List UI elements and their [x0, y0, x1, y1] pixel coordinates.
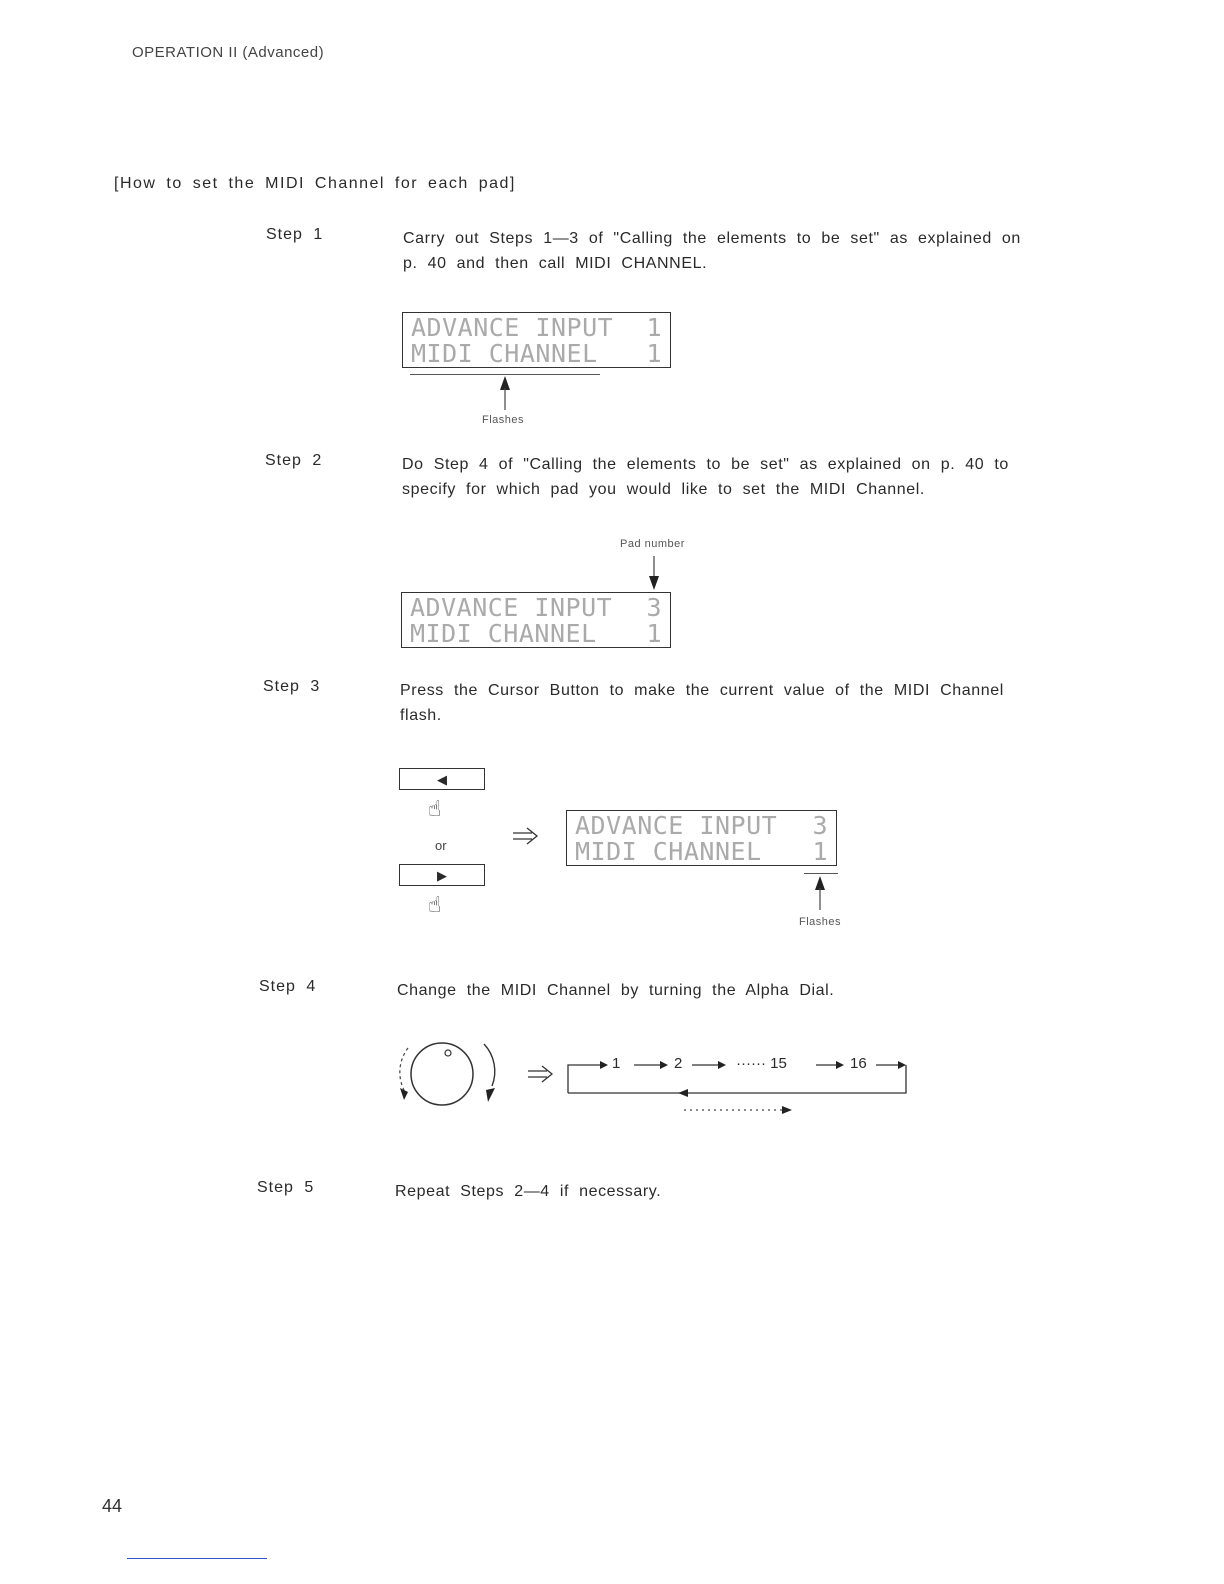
lcd-display-step-3: [566, 810, 837, 866]
section-title: [How to set the MIDI Channel for each pad]: [114, 175, 516, 192]
up-arrow-icon: [497, 376, 513, 412]
running-header: OPERATION II (Advanced): [132, 44, 325, 61]
step-3-text: Press the Cursor Button to make the current value of the MIDI Channel flash.: [400, 682, 1004, 724]
step-5-label: Step 5: [257, 1179, 315, 1196]
step-2-label: Step 2: [265, 452, 323, 469]
right-triangle-icon: ▶: [437, 867, 447, 883]
lcd-line1-value: 1: [646, 313, 662, 342]
up-arrow-icon: [812, 876, 828, 912]
channel-value: ······ 15: [736, 1055, 787, 1072]
left-triangle-icon: ◀: [437, 771, 447, 787]
pointing-hand-icon: ☝: [428, 892, 442, 917]
cursor-right-button[interactable]: [399, 864, 485, 886]
lcd-display-step-1: [402, 312, 671, 368]
flashes-caption: Flashes: [799, 916, 842, 928]
step-4-text: Change the MIDI Channel by turning the Alpha Dial.: [397, 982, 835, 999]
pad-number-caption: Pad number: [620, 538, 685, 550]
step-1-text: Carry out Steps 1—3 of "Calling the elements to be set" as explained on p. 40 and then call MIDI CHANNEL.: [403, 230, 1021, 272]
implies-arrow-icon: [527, 1064, 555, 1084]
lcd-line1-value: 3: [812, 811, 828, 840]
cursor-left-button[interactable]: [399, 768, 485, 790]
lcd-line2-value: 1: [646, 619, 662, 648]
lcd-line2-value: 1: [646, 339, 662, 368]
footer-rule: [127, 1558, 267, 1559]
underline-rule: [410, 374, 600, 375]
step-1-label: Step 1: [266, 226, 324, 243]
step-2-text: Do Step 4 of "Calling the elements to be set" as explained on p. 40 to specify for which pad you would like to set the MIDI Channel.: [402, 456, 1009, 498]
channel-value: 2: [674, 1055, 683, 1072]
implies-arrow-icon: [512, 826, 540, 846]
lcd-line2-text: MIDI CHANNEL: [410, 619, 597, 648]
page-number: 44: [102, 1496, 123, 1516]
step-5-text: Repeat Steps 2—4 if necessary.: [395, 1183, 662, 1200]
lcd-line1-text: ADVANCE INPUT: [575, 811, 778, 840]
step-3-label: Step 3: [263, 678, 321, 695]
lcd-line2-text: MIDI CHANNEL: [575, 837, 762, 866]
channel-value: 16: [850, 1055, 867, 1072]
channel-value: 1: [612, 1055, 621, 1072]
lcd-line1-value: 3: [646, 593, 662, 622]
lcd-line2-text: MIDI CHANNEL: [411, 339, 598, 368]
lcd-line1-text: ADVANCE INPUT: [410, 593, 613, 622]
lcd-line2-value: 1: [812, 837, 828, 866]
underline-rule: [804, 873, 838, 874]
lcd-display-step-2: [401, 592, 671, 648]
pointing-hand-icon: ☝: [428, 796, 442, 821]
or-label: or: [435, 838, 447, 853]
down-arrow-icon: [646, 556, 662, 592]
alpha-dial-icon: [396, 1038, 506, 1114]
step-4-label: Step 4: [259, 978, 317, 995]
flashes-caption: Flashes: [482, 414, 525, 426]
lcd-line1-text: ADVANCE INPUT: [411, 313, 614, 342]
